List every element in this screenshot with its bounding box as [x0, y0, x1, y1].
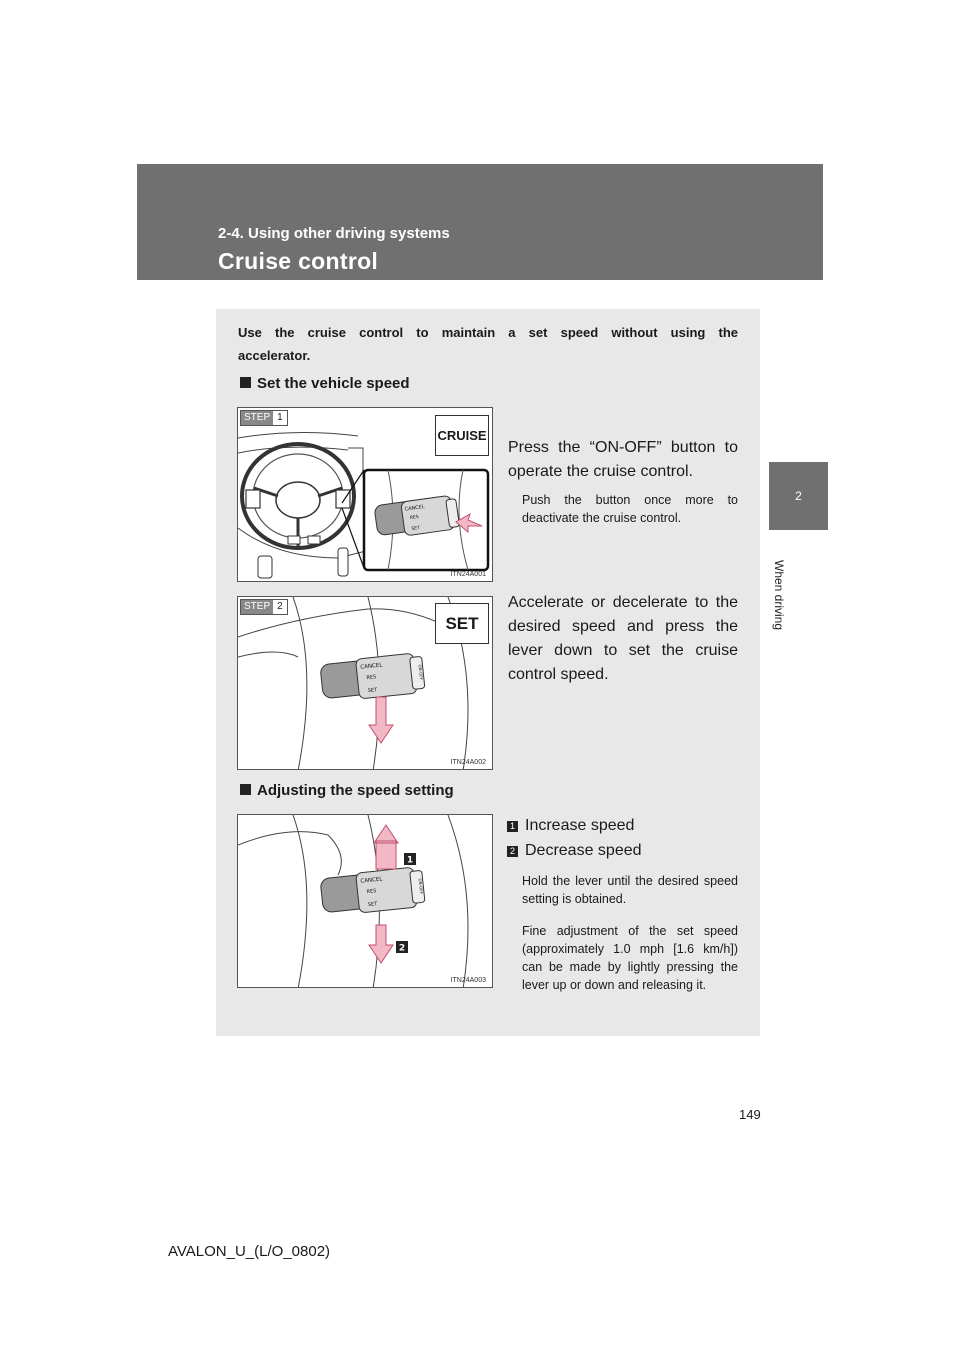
- adjust-note-hold: Hold the lever until the desired speed setting is obtained.: [522, 874, 738, 906]
- lever-cancel-label: CANCEL: [360, 876, 383, 885]
- footer-code: AVALON_U_(L/O_0802): [168, 1243, 331, 1260]
- lever-set-label: SET: [411, 525, 421, 532]
- figure-code: ITN24A001: [450, 571, 486, 578]
- callout-2-number: 2: [398, 943, 406, 954]
- lever-onoff-label: ON-OFF: [417, 878, 425, 895]
- adjust-item-increase: [507, 817, 634, 835]
- step-number: 2: [273, 600, 287, 614]
- number-badge-icon: 2: [507, 846, 518, 857]
- item-label: Increase speed: [525, 817, 635, 834]
- step2-text: Accelerate or decelerate to the desired speed and press the lever down to set the cruise control speed.: [508, 594, 738, 683]
- subheading-label: Adjusting the speed setting: [257, 782, 454, 799]
- lever-cancel-label: CANCEL: [360, 662, 383, 671]
- chapter-label: When driving: [772, 560, 786, 631]
- figure-step2: [237, 596, 493, 770]
- step-label: STEP: [241, 411, 273, 425]
- bullet-square-icon: [240, 377, 251, 388]
- intro-text: Use the cruise control to maintain a set speed without using the accelerator.: [238, 325, 738, 363]
- figure-code: ITN24A003: [450, 977, 486, 984]
- item-label: Decrease speed: [525, 842, 642, 859]
- figure-code: ITN24A002: [450, 759, 486, 766]
- step1-text: Press the “ON-OFF” button to operate the cruise control.: [508, 439, 738, 480]
- page-title: Cruise control: [218, 248, 379, 274]
- bullet-square-icon: [240, 784, 251, 795]
- number-badge-icon: 1: [507, 821, 518, 832]
- lever-adjust-illustration: [238, 815, 493, 988]
- subheading-adjust: [240, 782, 454, 799]
- step1-note: Push the button once more to deactivate the cruise control.: [522, 493, 738, 525]
- page-number: 149: [739, 1107, 761, 1122]
- adjust-note-fine: Fine adjustment of the set speed (approximately 1.0 mph [1.6 km/h]) can be made by lightly pressing the lever up or down and releasing it.: [522, 924, 738, 992]
- lever-res-label: RES: [366, 674, 377, 682]
- lever-set-label: SET: [367, 901, 378, 909]
- up-arrow-icon: [374, 825, 398, 869]
- lever-set-label: SET: [367, 687, 378, 695]
- callout-1-number: 1: [406, 855, 414, 866]
- set-button-icon: SET: [435, 603, 489, 644]
- chapter-tab[interactable]: 2: [769, 462, 828, 530]
- step-label: STEP: [241, 600, 273, 614]
- step-number: 1: [273, 411, 287, 425]
- figure-step1: [237, 407, 493, 582]
- step2-badge: [240, 599, 288, 615]
- subheading-set-speed: [240, 375, 410, 392]
- down-arrow-icon: [369, 925, 393, 963]
- lever-res-label: RES: [366, 888, 377, 896]
- subheading-label: Set the vehicle speed: [257, 375, 410, 392]
- lever-cancel-label: CANCEL: [404, 504, 426, 513]
- lever-onoff-label: ON-OFF: [417, 664, 425, 681]
- down-arrow-icon: [369, 697, 393, 743]
- step1-badge: [240, 410, 288, 426]
- lever-res-label: RES: [409, 514, 420, 522]
- figure-adjust: [237, 814, 493, 988]
- adjust-item-decrease: [507, 842, 642, 860]
- cruise-button-icon: CRUISE: [435, 415, 489, 456]
- section-label: 2-4. Using other driving systems: [218, 225, 450, 242]
